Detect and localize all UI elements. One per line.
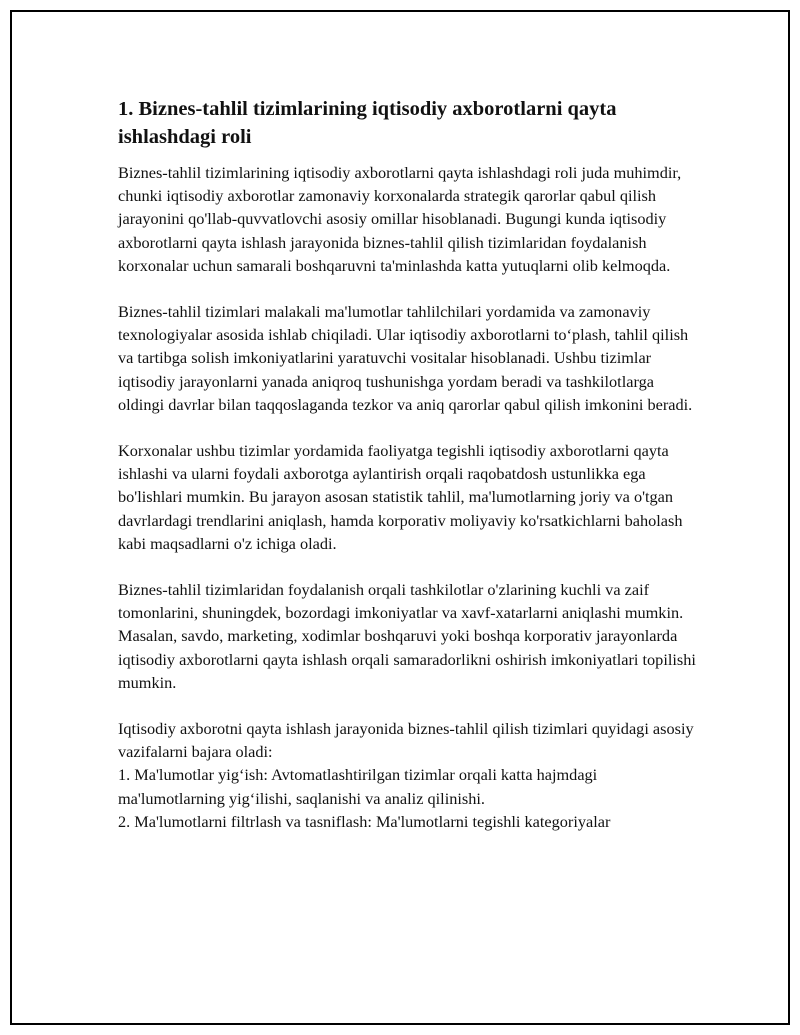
- section-title: 1. Biznes-tahlil tizimlarining iqtisodiy axborotlarni qayta ishlashdagi roli: [118, 98, 617, 148]
- page-frame: [10, 10, 790, 1025]
- paragraph-1: Biznes-tahlil tizimlarining iqtisodiy axborotlarni qayta ishlashdagi roli juda muhimdir, chunki iqtisodiy axborotlar zamonaviy korxonalarda strategik qarorlar qabul qilish jarayonini qo'llab-quvvatlovchi asosiy omillar hisoblanadi. Bugungi kunda iqtisodiy axborotlarni qayta ishlash jarayonida biznes-tahlil qilish tizimlaridan foydalanish korxonalar uchun samarali boshqaruvni ta'minlashda katta yutuqlarni olib kelmoqda.: [118, 163, 682, 275]
- paragraph-3: Korxonalar ushbu tizimlar yordamida faoliyatga tegishli iqtisodiy axborotlarni qayta ishlashi va ularni foydali axborotga aylantirish orqali raqobatdosh ustunlikka ega bo'lishlari mumkin. Bu jarayon asosan statistik tahlil, ma'lumotlarning joriy va o'tgan davrlardagi trendlarini aniqlash, hamda korporativ moliyaviy ko'rsatkichlarni baholash kabi maqsadlarni o'z ichiga oladi.: [118, 441, 683, 553]
- paragraph-2: Biznes-tahlil tizimlari malakali ma'lumotlar tahlilchilari yordamida va zamonaviy texnologiyalar asosida ishlab chiqiladi. Ular iqtisodiy axborotlarni to‘plash, tahlil qilish va tartibga solish imkoniyatlarini yaratuvchi vositalar hisoblanadi. Ushbu tizimlar iqtisodiy jarayonlarni yanada aniqroq tushunishga yordam beradi va tashkilotlarga oldingi davrlar bilan taqqoslaganda tezkor va aniq qarorlar qabul qilish imkonini beradi.: [118, 302, 693, 414]
- document-body: [118, 95, 698, 833]
- list-item-2: 2. Ma'lumotlarni filtrlash va tasniflash: Ma'lumotlarni tegishli kategoriyalar: [118, 811, 611, 831]
- paragraph-4: Biznes-tahlil tizimlaridan foydalanish orqali tashkilotlar o'zlarining kuchli va zaif tomonlarini, shuningdek, bozordagi imkoniyatlar va xavf-xatarlarni aniqlashi mumkin. Masalan, savdo, marketing, xodimlar boshqaruvi yoki boshqa korporativ jarayonlarda iqtisodiy axborotlarni qayta ishlash orqali samaradorlikni oshirish imkoniyatlari topilishi mumkin.: [118, 580, 696, 692]
- task-list: [118, 717, 698, 833]
- list-item-1: 1. Ma'lumotlar yig‘ish: Avtomatlashtirilgan tizimlar orqali katta hajmdagi ma'lumotlarning yig‘ilishi, saqlanishi va analiz qilinishi.: [118, 765, 598, 808]
- list-intro: Iqtisodiy axborotni qayta ishlash jarayonida biznes-tahlil qilish tizimlari quyidagi asosiy vazifalarni bajara oladi:: [118, 719, 694, 762]
